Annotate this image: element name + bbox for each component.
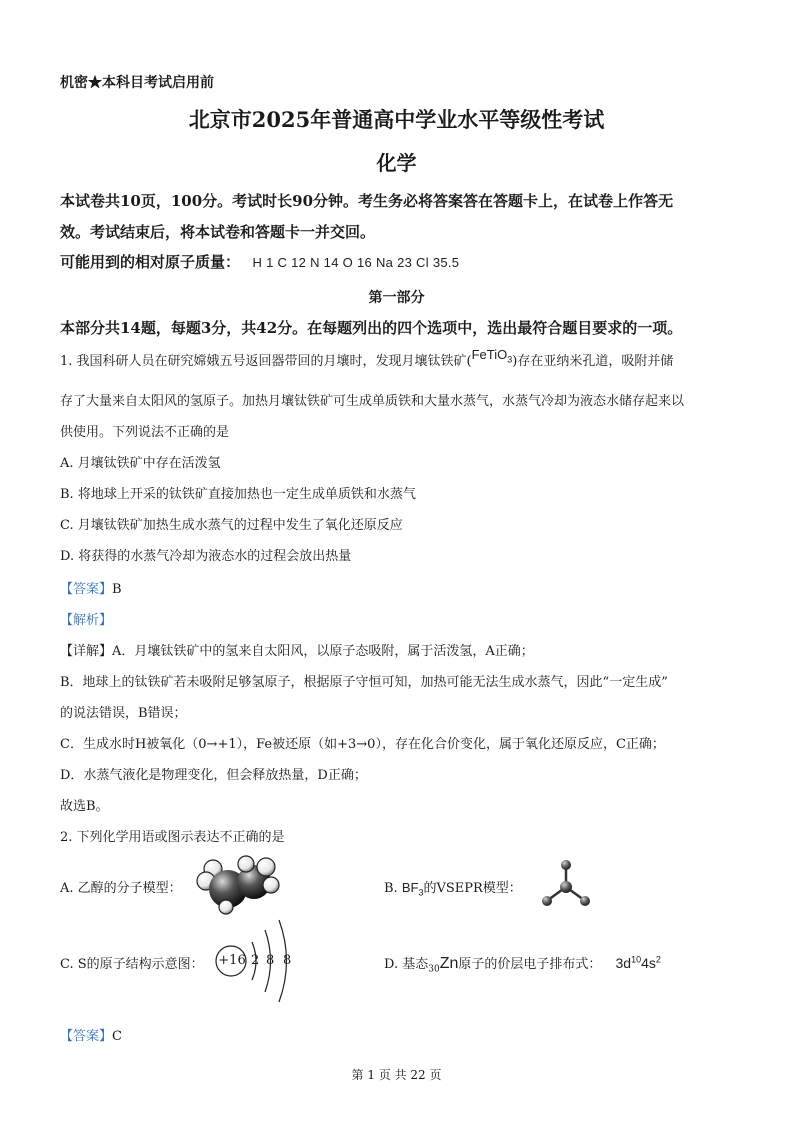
q2-option-d-suffix: 原子的价层电子排布式： [458,957,602,972]
sulfur-nucleus-charge: +16 [218,953,246,968]
q1-detail-line-4: C．生成水时H被氧化（0→+1），Fe被还原（如+3→0），存在化合价变化，属于氧化还原反应，C正确； [60,737,665,752]
q2-option-b-label [384,877,522,898]
q2-option-b-prefix: B. [384,881,402,896]
q1-answer-value: B [112,582,122,597]
q1-detail-tag: 【详解】 [60,644,113,659]
q1-stem-line-3: 供使用。下列说法不正确的是 [60,425,230,440]
q2-option-a-label: A. 乙醇的分子模型： [60,881,182,896]
q2-answer-value: C [112,1029,122,1044]
subject-title: 化学 [376,151,417,175]
q1-detail-text-1: A．月壤钛铁矿中的氢来自太阳风，以原子态吸附，属于活泼氢，A正确； [112,644,534,659]
q1-stem-part-a: 1. 我国科研人员在研究嫦娥五号返回器带回的月壤时，发现月壤钛铁矿( [60,354,472,369]
q1-stem-line-2: 存了大量来自太阳风的氢原子。加热月壤钛铁矿可生成单质铁和大量水蒸气，水蒸气冷却为液态水储存起来以 [60,394,685,409]
q2-option-d-label [384,953,661,975]
q1-formula-main: FeTiO [471,347,508,362]
bf3-sub: 3 [418,887,424,898]
ethanol-molecule-model [188,855,288,915]
q1-option-d: D. 将获得的水蒸气冷却为液态水的过程会放出热量 [60,549,352,564]
atomic-mass-line [60,251,459,272]
part-intro: 本部分共14题，每题3分，共42分。在每题列出的四个选项中，选出最符合题目要求的一项。 [60,319,683,337]
config-4s-sup: 2 [655,954,661,965]
instructions-line-2: 效。考试结束后，将本试卷和答题卡一并交回。 [60,223,376,241]
zn-symbol: Zn [439,955,459,972]
q1-detail-line-2: B．地球上的钛铁矿若未吸附足够氢原子，根据原子守恒可知，加热可能无法生成水蒸气，因此“一定生成” [60,675,668,690]
q2-answer-tag: 【答案】 [60,1029,113,1044]
bf3-vsepr-model [538,857,594,911]
sulfur-shell-3-count: 8 [283,953,292,968]
q2-option-b-suffix: 的VSEPR模型： [423,881,522,896]
q2-option-b-formula [401,880,424,898]
part-title: 第一部分 [368,290,425,306]
sulfur-shell-1-count: 2 [251,953,260,968]
config-3d: 3d [615,955,632,971]
config-3d-sup: 10 [631,954,642,965]
q1-detail-line-5: D．水蒸气液化是物理变化，但会释放热量，D正确； [60,768,367,783]
q1-answer [60,578,122,597]
sulfur-shell-2-count: 8 [266,953,275,968]
q2-option-d-prefix: D. 基态 [384,957,429,972]
q1-detail-line-1 [60,640,534,659]
zn-atomic-number: 30 [428,964,440,975]
q1-option-b: B. 将地球上开采的钛铁矿直接加热也一定生成单质铁和水蒸气 [60,487,416,502]
atomic-mass-label: 可能用到的相对原子质量： [60,253,241,271]
config-4s: 4s [641,955,656,971]
q1-answer-tag: 【答案】 [60,582,113,597]
q1-analysis-tag: 【解析】 [60,613,113,628]
atomic-mass-values: H 1 C 12 N 14 O 16 Na 23 Cl 35.5 [252,255,460,270]
q1-formula-sub: 3 [507,354,513,365]
q2-answer [60,1025,122,1044]
q1-formula [471,347,513,365]
confidential-note: 机密★本科目考试启用前 [60,75,214,91]
q1-stem-part-b: )存在亚纳米孔道，吸附并储 [512,354,674,369]
page-title: 北京市2025年普通高中学业水平等级性考试 [188,107,605,132]
q1-option-c: C. 月壤钛铁矿加热生成水蒸气的过程中发生了氧化还原反应 [60,518,403,533]
q2-option-c-label: C. S的原子结构示意图： [60,957,204,972]
q2-stem: 2. 下列化学用语或图示表达不正确的是 [60,830,285,845]
zn-electron-config [616,955,661,971]
q1-stem-line-1 [60,347,674,371]
q1-option-a: A. 月壤钛铁矿中存在活泼氢 [60,456,221,471]
bf3-main: BF [401,880,419,895]
q1-detail-line-6: 故选B。 [60,799,109,814]
instructions-line-1: 本试卷共10页，100分。考试时长90分钟。考生务必将答案答在答题卡上，在试卷上作答无 [60,192,674,210]
page-number: 第 1 页 共 22 页 [351,1068,442,1082]
q1-detail-line-3: 的说法错误，B错误； [60,706,187,721]
